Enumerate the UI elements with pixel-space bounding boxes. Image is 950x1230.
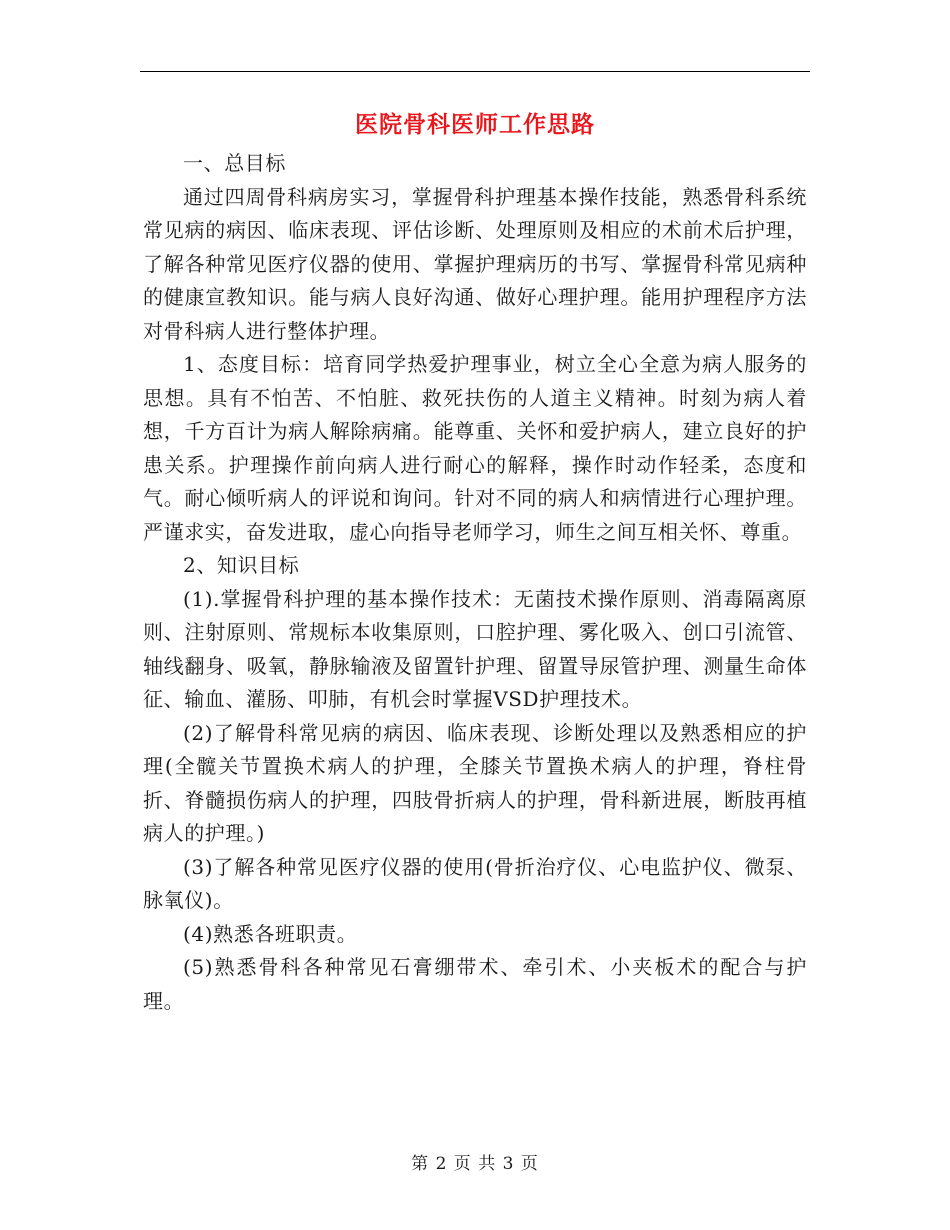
list-item-basic-techniques: (1).掌握骨科护理的基本操作技术：无菌技术操作原则、消毒隔离原则、注射原则、常规标本收集原则，口腔护理、雾化吸入、创口引流管、轴线翻身、吸氧，静脉输液及留置针护理、留置导尿管护理、测量生命体征、输血、灌肠、叩肺，有机会时掌握VSD护理技术。 xyxy=(143,586,807,711)
footer-current-page: 2 xyxy=(435,1154,448,1174)
section-heading-knowledge-goal: 2、知识目标 xyxy=(183,553,300,577)
list-item-shift-duties: (4)熟悉各班职责。 xyxy=(183,921,358,946)
section-heading-overall-goal: 一、总目标 xyxy=(183,151,286,175)
paragraph-overall-goal: 通过四周骨科病房实习，掌握骨科护理基本操作技能，熟悉骨科系统常见病的病因、临床表现、评估诊断、处理原则及相应的术前术后护理，了解各种常见医疗仪器的使用、掌握护理病历的书写、掌握骨科常见病种的健康宣教知识。能与病人良好沟通、做好心理护理。能用护理程序方法对骨科病人进行整体护理。 xyxy=(143,184,807,343)
list-item-medical-instruments: (3)了解各种常见医疗仪器的使用(骨折治疗仪、心电监护仪、微泵、脉氧仪)。 xyxy=(143,854,807,912)
paragraph-attitude-goal: 1、态度目标：培育同学热爱护理事业，树立全心全意为病人服务的思想。具有不怕苦、不怕脏、救死扶伤的人道主义精神。时刻为病人着想，千方百计为病人解除病痛。能尊重、关怀和爱护病人，建立良好的护患关系。护理操作前向病人进行耐心的解释，操作时动作轻柔，态度和气。耐心倾听病人的评说和询问。针对不同的病人和病情进行心理护理。严谨求实，奋发进取，虚心向指导老师学习，师生之间互相关怀、尊重。 xyxy=(143,352,807,544)
document-title: 医院骨科医师工作思路 xyxy=(355,111,595,138)
footer-total-pages: 3 xyxy=(502,1154,515,1174)
footer-middle: 页 共 xyxy=(453,1154,497,1174)
footer-prefix: 第 xyxy=(411,1154,430,1174)
document-body xyxy=(143,147,807,1018)
header-rule xyxy=(140,71,810,72)
footer-suffix: 页 xyxy=(520,1154,539,1174)
list-item-casting-traction: (5)熟悉骨科各种常见石膏绷带术、牵引术、小夹板术的配合与护理。 xyxy=(143,955,807,1013)
page-footer xyxy=(0,1152,950,1176)
list-item-common-diseases: (2)了解骨科常见病的病因、临床表现、诊断处理以及熟悉相应的护理(全髋关节置换术病人的护理，全膝关节置换术病人的护理，脊柱骨折、脊髓损伤病人的护理，四肢骨折病人的护理，骨科新进展，断肢再植病人的护理。) xyxy=(143,720,807,845)
